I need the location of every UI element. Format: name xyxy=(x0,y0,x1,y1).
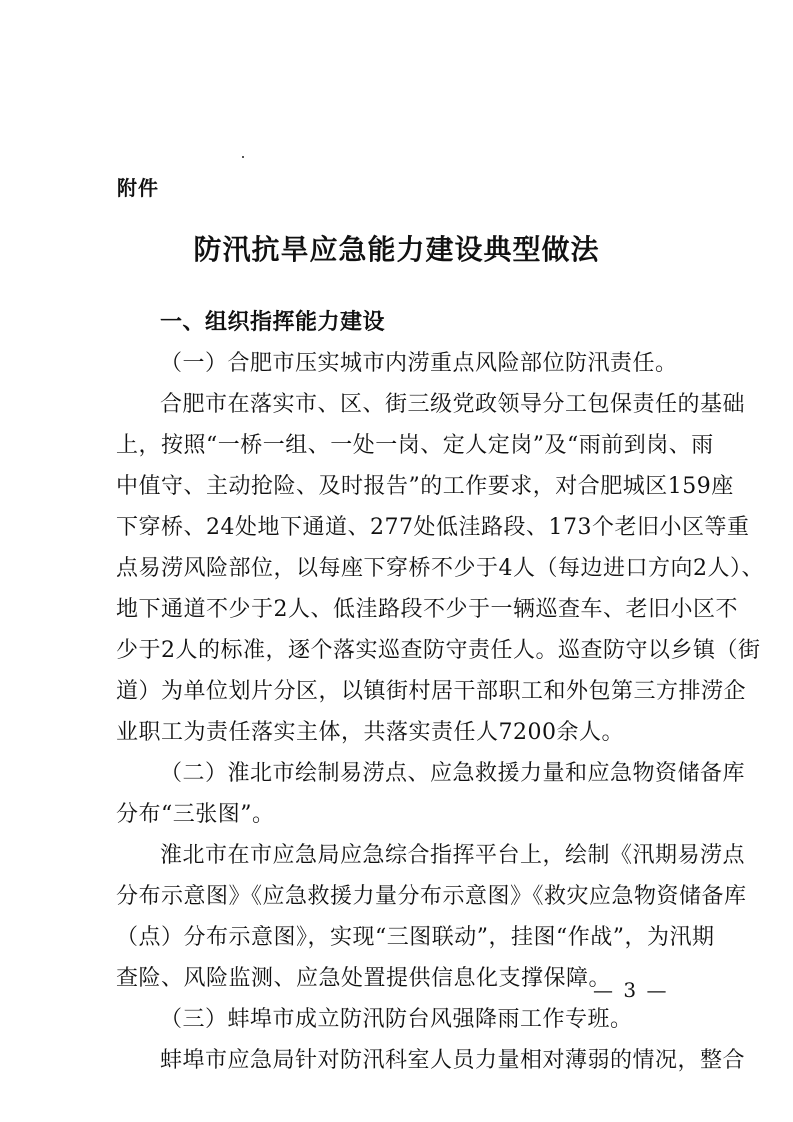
annex-label: 附件 xyxy=(117,176,159,200)
paragraph-line: 分布示意图》《应急救援力量分布示意图》《救灾应急物资储备库 xyxy=(116,884,747,909)
section-heading: 一、组织指挥能力建设 xyxy=(160,310,386,335)
paragraph-line: 业职工为责任落实主体，共落实责任人7200余人。 xyxy=(116,720,624,745)
document-title: 防汛抗旱应急能力建设典型做法 xyxy=(193,233,600,266)
paragraph-line: 淮北市在市应急局应急综合指挥平台上，绘制《汛期易涝点 xyxy=(160,843,746,868)
scan-speck xyxy=(242,156,244,158)
subsection-heading: （一）合肥市压实城市内涝重点风险部位防汛责任。 xyxy=(160,351,678,376)
paragraph-line: 蚌埠市应急局针对防汛科室人员力量相对薄弱的情况，整合 xyxy=(160,1048,746,1073)
paragraph-line: 上，按照“一桥一组、一处一岗、定人定岗”及“雨前到岗、雨 xyxy=(116,433,714,458)
subsection-heading: （二）淮北市绘制易涝点、应急救援力量和应急物资储备库 xyxy=(160,761,746,786)
subsection-heading: （三）蚌埠市成立防汛防台风强降雨工作专班。 xyxy=(160,1007,633,1032)
paragraph-line: 查险、风险监测、应急处置提供信息化支撑保障。 xyxy=(116,966,612,991)
paragraph-line: 下穿桥、24处地下通道、277处低洼路段、173个老旧小区等重 xyxy=(116,515,750,540)
paragraph-line: （点）分布示意图》，实现“三图联动”，挂图“作战”，为汛期 xyxy=(116,925,715,950)
paragraph-line: 合肥市在落实市、区、街三级党政领导分工包保责任的基础 xyxy=(160,392,746,417)
paragraph-line: 中值守、主动抢险、及时报告”的工作要求，对合肥城区159座 xyxy=(116,474,734,499)
paragraph-line: 少于2人的标准，逐个落实巡查防守责任人。巡查防守以乡镇（街 xyxy=(116,638,761,663)
body-text xyxy=(116,302,764,1081)
paragraph-line: 道）为单位划片分区，以镇街村居干部职工和外包第三方排涝企 xyxy=(116,679,747,704)
paragraph-line: 点易涝风险部位，以每座下穿桥不少于4人（每边进口方向2人）、 xyxy=(116,556,764,581)
page-number: — 3 — xyxy=(593,978,669,1002)
subsection-heading-cont: 分布“三张图”。 xyxy=(116,802,275,827)
paragraph-line: 地下通道不少于2人、低洼路段不少于一辆巡查车、老旧小区不 xyxy=(116,597,738,622)
